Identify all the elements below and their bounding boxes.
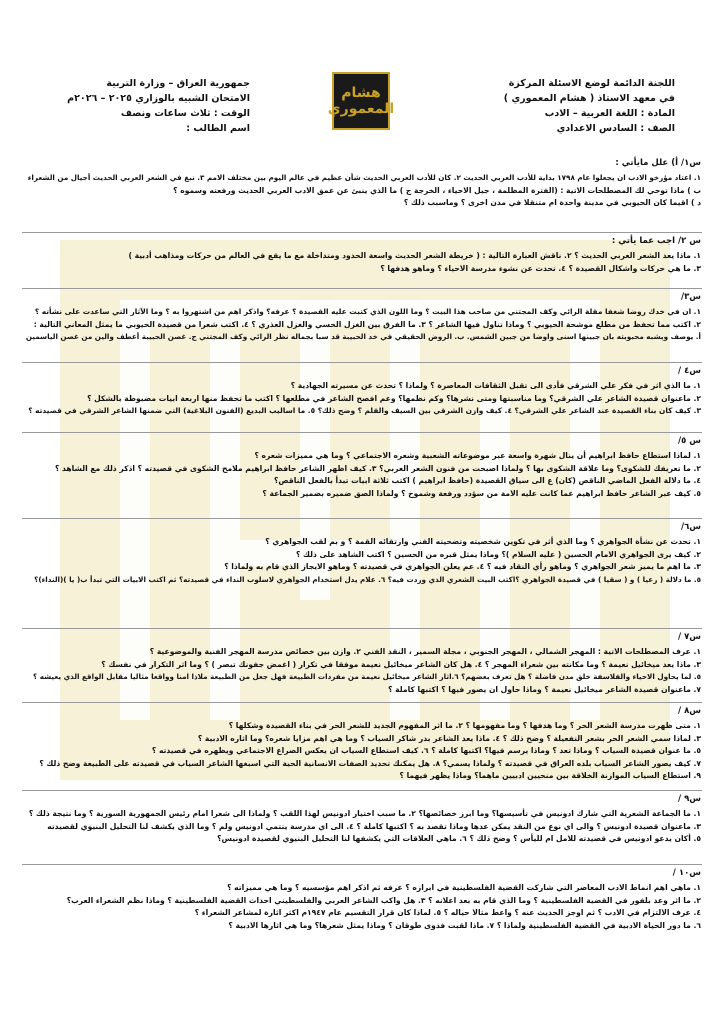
- question-line: ٧. ماعنوان قصيدة الشاعر ميخائيل نعيمة ؟ وماذا حاول ان يصور فيها ؟ اكتبها كاملة ؟: [388, 684, 701, 694]
- section-divider: [22, 702, 702, 703]
- question-line: ٢. ما تعريفك للشكوى؟ وما علاقة الشكوى بها ؟ ولماذا اصبحت من فنون الشعر العربي؟ ٣. كيف اظهر الشاعر حافظ ابراهيم ملامح الشكوى في قصيدته ؟ اذكر ذلك مع الشاهد ؟: [54, 463, 701, 473]
- question-line: ١. ما الذي اثر في فكر علي الشرقي فأدى الى تقبل الثقافات المعاصرة ؟ ولماذا ؟ تحدث عن مسيرته الجهادية ؟: [290, 381, 701, 390]
- question-line: ٦. ما دور الحياة الادبية في القضية الفلسطينية ولماذا ؟ ٧. ماذا لقبت فدوى طوقان ؟ وماذا يمثل شعرها؟ وما هي اثارها الادبية ؟: [228, 920, 701, 930]
- question-line: ١. تحدث عن نشأة الجواهري ؟ وما الذي أثر في تكوين شخصيته وتضحيته الفني وارتقائه القمة ؟ و بم لقب الجواهري ؟: [265, 537, 701, 546]
- institute-logo: هشام المعموري: [332, 72, 390, 130]
- subject: المادة : اللغة العربية – الادب: [544, 108, 675, 119]
- section-divider: [22, 288, 702, 289]
- exam-title: الامتحان الشبيه بالوزاري ٢٠٢٥ – ٢٠٢٦م: [67, 93, 250, 104]
- question-line: ٥. أكان يدعو ادونيس في قصيدته للامل ام لليأس ؟ وضح ذلك ؟ ٦. ماهي العلاقات التي يكشفها لنا التحليل البنيوي لقصيدة ادونيس؟: [217, 834, 701, 843]
- ministry-info: [30, 76, 250, 136]
- committee-name: اللجنة الدائمة لوضع الاسئلة المركزة: [508, 78, 675, 89]
- question-line: ٤. عرف الالتزام في الادب ؟ ثم اوجز الحديث عنه ؟ واعط مثالا حياله ؟ ٥. لماذا كان قرار التقسيم عام ١٩٤٧م اكثر اثارة لمشاعر الشعراء ؟: [194, 908, 701, 917]
- question-line: ٣. ما اهم ما يميز شعر الجواهري ؟ وماهو رأي النقاد فيه ؟ ٤. عم يعلن الجواهري في قصيدته ؟ وماهو الايجاز الذي قام به ولماذا ؟: [224, 562, 701, 571]
- question-line: ١. متى ظهرت مدرسة الشعر الحر ؟ وما هدفها ؟ وما مفهومها ؟ ٢. ما اثر المفهوم الجديد للشعر الحر في بناء القصيدة وشكلها ؟: [228, 721, 701, 730]
- ministry-name: جمهورية العراق – وزارة التربية: [106, 78, 250, 89]
- question-line: ٤. ما دلالة الفعل الماضي الناقص (كان) ع الى سياق القصيدة (حافظ ابراهيم ) اكتب ثلاثة ابيات تبدأ بالفعل الناقص؟: [274, 476, 701, 485]
- student-name-label: اسم الطالب :: [186, 123, 250, 134]
- section-divider: [22, 518, 702, 519]
- question-line: د ) اقيما كان الحيوبي في مدينة واحدة ام متنقلا في مدن اخرى ؟ وماسبب ذلك ؟: [403, 198, 701, 207]
- grade: الصف : السادس الاعدادي: [556, 123, 675, 134]
- question-line: ١. عرف المصطلحات الاتية : المهجر الشمالي ، المهجر الجنوبي ، مجلة السمير ، النقد الفني ٢. وازن بين خصائص مدرسة المهجر الفنية والموضوعية ؟: [149, 647, 701, 656]
- question-line: ٢. اكتب مما تحفظ من مطلع موشحة الحيوبي ؟ وماذا تناول فيها الشاعر ؟ ٣. ما الفرق بين الغزل الحسي والغزل العذري ؟ ٤. اكتب شعرا من قصيدة الحيوبي ما يمثل المعاني التالية :: [33, 319, 701, 329]
- question-line: ٣. ما هي حركات واشكال القصيدة ؟ ٤. تحدث عن نشوء مدرسة الاحياء ؟ وماهو هدفها ؟: [380, 263, 701, 273]
- question-line: ٧. كيف يصور الشاعر السياب بلده العراق في قصيدته ؟ ولماذا يسمي؟ ٨. هل يمكنك تحديد الصفات الانسانية الحية التي اسبغها الشاعر السياب في قصيدته على الطبيعة وضح ذلك ؟: [39, 758, 701, 768]
- question-heading: س٨ /: [677, 706, 701, 716]
- question-heading: س١/ أ) علل مايأتي :: [615, 158, 701, 168]
- question-heading: س ٥/: [677, 436, 701, 446]
- question-line: ١. ان في خدك روضا شغفا مقلة الرائي وكف المجتني من صاحب هذا البيت ؟ وما اللون الذي كتبت عليه القصيدة ؟ عرفه؟ واذكر اهم من اشتهروا به ؟ وما الآثار التي ساعدت على نشأته ؟: [34, 307, 701, 316]
- question-line: ١. ما الجماعة الشعرية التي شارك ادونيس في تأسيسها؟ وما ابرز خصائصها؟ ٢. ما سبب اختيار ادونيس لهذا اللقب ؟ ولماذا الى شعرا امام رئيس الجمهورية السورية ؟ وما نتيجة ذلك ؟: [28, 809, 701, 818]
- section-divider: [22, 790, 702, 791]
- exam-time: الوقت : ثلاث ساعات ونصف: [120, 108, 250, 119]
- question-line: ب ) ماذا توحي لك المصطلحات الاتية : (الفترة المظلمة ، جيل الاحياء ، الخرجة ج ) ما الذي ينبئ عن عمق الادب العربي الحديث ورفعته وسموه ؟: [173, 185, 701, 195]
- question-heading: س٤ /: [677, 366, 701, 376]
- section-divider: [22, 432, 702, 433]
- question-line: ١. اعتاد مؤرخو الادب ان يجعلوا عام ١٧٩٨ بداية للأدب العربي الحديث ٢. كان للأدب العربي الحديث شأن عظيم في عالم اليوم بين مختلف الامم ٣. نبغ في الشعر العربي الحديث أجيال من الشعراء: [27, 173, 701, 182]
- question-line: أ. يوصف ويشبه محبوبته بان جبينها اسنى واوضا من جبين الشمس. ب. الروض الحقيقي في خد الحبيبة قد سبا بجماله نظر الرائي وكف المجتني ج. غصن الحبيبة أعطف والين من غصن الياسمين: [25, 332, 701, 341]
- question-line: ٥. كيف عبر الشاعر حافظ ابراهيم عما كانت عليه الامة من سؤدد ورفعة وشموخ ؟ ولماذا الصق ضميره بضمير الجماعة ؟: [262, 488, 701, 498]
- section-divider: [22, 864, 702, 865]
- question-line: ٣. ماعنوان قصيدة ادونيس ؟ والى اي نوع من النقد يمكن عدها وماذا تقصد به ؟ اكتبها كاملة ؟ ٤. الى اي مدرسة ينتمي ادونيس ولم ؟ وما الذي يكشف لنا التحليل البنيوي لقصيدته: [47, 821, 701, 831]
- exam-header: [30, 72, 693, 164]
- question-heading: س١٠ /: [672, 868, 701, 878]
- section-divider: [22, 362, 702, 363]
- question-line: ٢. ماعنوان قصيدة الشاعر علي الشرقي؟ وما مناسبتها ومتى نشرها؟ وكم نظمها؟ وعم افصح الشاعر في مطلعها ؟ اكتب ما تحفظ منها اربعة ابيات مضبوطة بالشكل ؟: [87, 393, 701, 403]
- committee-info: [415, 76, 675, 136]
- question-line: ٣. ماذا يعد ميخائيل نعيمة ؟ وما مكانته بين شعراء المهجر ؟ ٤. هل كان الشاعر ميخائيل نعيمة موفقا في تكرار ( اغمض جفونك تبصر ) ؟ وما اثر التكرار في نفسك ؟: [101, 659, 701, 669]
- question-line: ٢. ما اثر وعد بلفور في القضية الفلسطينية ؟ وما الذي قام به بعد اعلانه ؟ ٣. هل واكب الشاعر العربي والفلسطيني احداث القضية الفلسطينية ؟ وماذا نظم الشعراء العرب؟: [66, 895, 701, 905]
- question-line: ١. ماذا يعد الشعر العربي الحديث ؟ ٢. ناقش العبارة التالية : ( خريطة الشعر الحديث واسعة الحدود ومتداخلة مع ما يقع في العالم من حركات ومذاهب أدبية ): [128, 251, 701, 260]
- question-line: ٩. استطاع السياب الموازنة الخلاقة بين منحيين ادبيين ماهما؟ وماذا يظهر فيهما ؟: [399, 771, 701, 780]
- question-heading: س٧ /: [677, 632, 701, 642]
- question-line: ٥. ما عنوان قصيدة السياب ؟ وماذا تعد ؟ وماذا يرسم فيها؟ اكتبها كاملة ؟ ٦. كيف استطاع السياب ان يعكس الصراع الاجتماعي ويظهره في قصيدته ؟: [151, 746, 701, 755]
- institute-name: في معهد الاستاذ ( هشام المعموري ): [503, 93, 675, 104]
- question-line: ٢. كيف يرى الجواهري الامام الحسين ( عليه السلام )؟ وماذا يمثل قبره من الحسين ؟ اكتب الشاهد على ذلك ؟: [296, 549, 701, 559]
- section-divider: [22, 232, 702, 233]
- question-line: ٥. ما دلالة ( رعيا ) و ( سقيا ) في قصيدة الجواهري ؟اكتب البيت الشعري الذي وردت فيه؟ ٦. علام يدل استخدام الجواهري لاسلوب النداء في قصيدته؟ ثم اكتب الابيات التي تبدأ ب( يا )(النداء)؟: [34, 574, 701, 584]
- section-divider: [22, 628, 702, 629]
- question-heading: س ٢/ اجب عما يأتي :: [611, 236, 701, 246]
- question-heading: س٦/: [680, 522, 701, 532]
- question-line: ٣. كيف كان بناء القصيدة عند الشاعر علي الشرقي؟ ٤. كيف وازن الشرقي بين السيف والقلم ؟ وضح ذلك؟ ٥. ما اساليب البديع (الفنون البلاغية) التي ضمنها الشاعر الشرقي في قصيدته ؟: [28, 406, 701, 415]
- question-line: ١. ماهي اهم انماط الادب المعاصر التي شاركت القضية الفلسطينية في ابرازه ؟ عرفه ثم اذكر اهم مؤسسيه ؟ وما هي مميزاته ؟: [227, 883, 701, 892]
- question-heading: س٣/: [680, 292, 701, 302]
- question-line: ٥. لما يحاول الاحياء والفلاسفة خلق مدن فاضلة ؟ هل تعرف بعضهم؟ ٦.اثار الشاعر ميخائيل نعيمة من مفردات الطبيعة فهل جعل من الطبيعة ملاذا امنا وواقعا مثاليا مقابل الواقع الذي يعيشه ؟: [33, 672, 701, 681]
- question-line: ٣. لماذا سمي الشعر الحر بشعر التفعيلة ؟ وضح ذلك ؟ ٤. ماذا يعد الشاعر بدر شاكر السياب ؟ وما هي اهم مزايا شعره؟ وما اثاره الادبية ؟: [197, 733, 701, 743]
- question-heading: س٩ /: [677, 794, 701, 804]
- question-line: ١. لماذا استطاع حافظ ابراهيم أن ينال شهرة واسعة عبر موضوعاته الشعبية وشعره الاجتماعي ؟ وما هي مميزات شعره ؟: [254, 451, 701, 460]
